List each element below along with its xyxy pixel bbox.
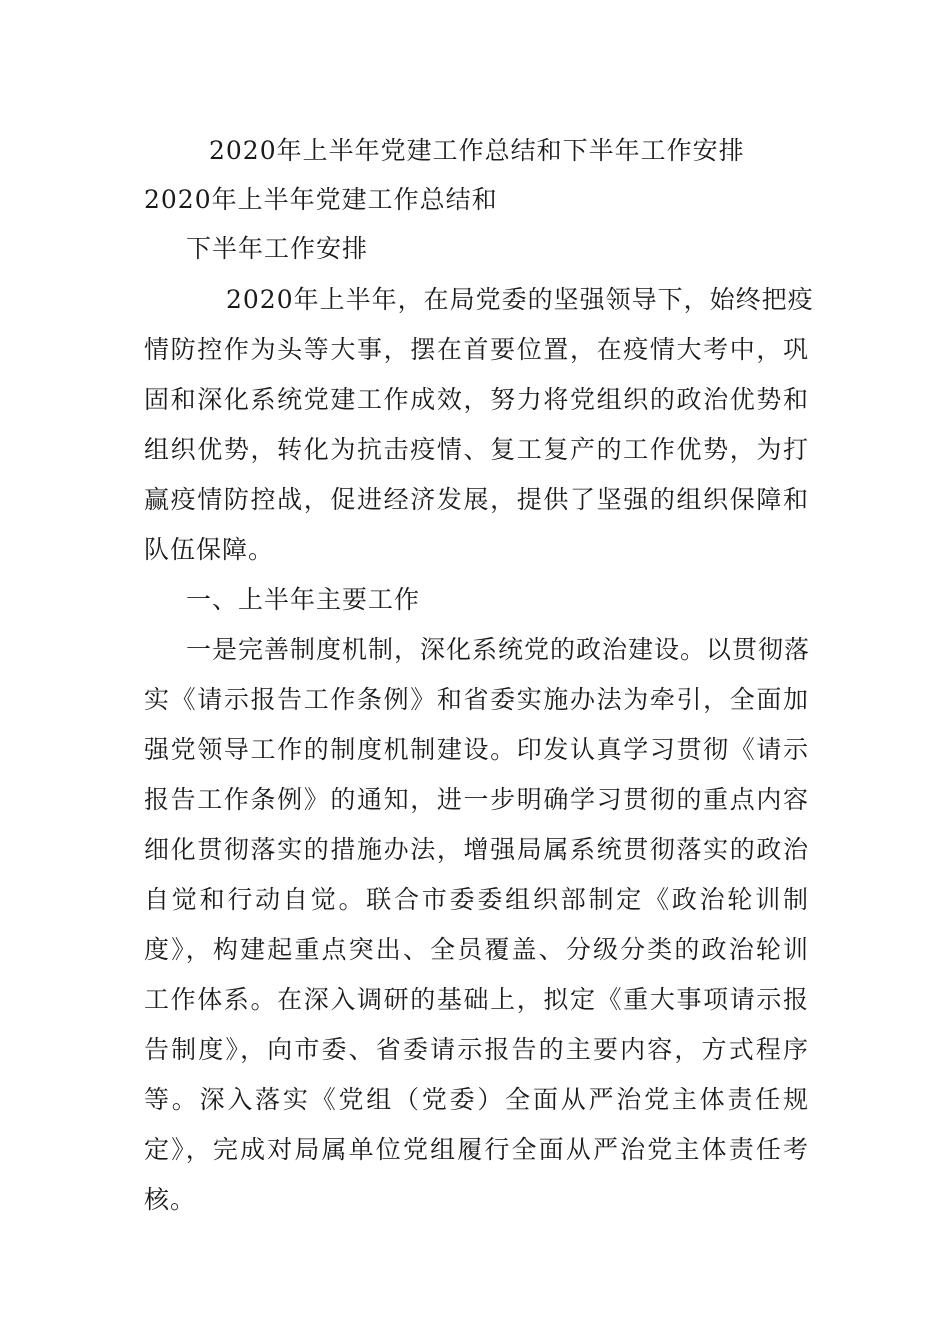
document-subtitle-line-2: 下半年工作安排: [186, 234, 369, 263]
section-paragraph-line: 实《请示报告工作条例》和省委实施办法为牵引，全面加: [144, 685, 809, 714]
document-subtitle-line-1: 2020年上半年党建工作总结和: [144, 185, 498, 214]
section-paragraph-line: 自觉和行动自觉。联合市委委组织部制定《政治轮训制: [144, 885, 809, 914]
section-paragraph-line: 度》，构建起重点突出、全员覆盖、分级分类的政治轮训: [144, 935, 809, 964]
section-paragraph-line: 核。: [144, 1185, 197, 1214]
intro-paragraph-line: 固和深化系统党建工作成效，努力将党组织的政治优势和: [144, 385, 809, 414]
section-heading: 一、上半年主要工作: [186, 585, 421, 614]
intro-paragraph-line: 组织优势，转化为抗击疫情、复工复产的工作优势，为打: [144, 435, 809, 464]
section-paragraph-line: 细化贯彻落实的措施办法，增强局属系统贯彻落实的政治: [144, 835, 809, 864]
intro-paragraph-line: 队伍保障。: [144, 535, 275, 564]
section-paragraph-line: 一是完善制度机制，深化系统党的政治建设。以贯彻落: [186, 635, 811, 664]
section-paragraph-line: 等。深入落实《党组（党委）全面从严治党主体责任规: [144, 1085, 809, 1114]
section-paragraph-line: 告制度》，向市委、省委请示报告的主要内容，方式程序: [144, 1035, 809, 1064]
intro-paragraph-line: 2020年上半年，在局党委的坚强领导下，始终把疫: [226, 285, 814, 314]
intro-paragraph-line: 情防控作为头等大事，摆在首要位置，在疫情大考中，巩: [144, 335, 809, 364]
section-paragraph-line: 定》，完成对局属单位党组履行全面从严治党主体责任考: [144, 1135, 809, 1164]
section-paragraph-line: 报告工作条例》的通知，进一步明确学习贯彻的重点内容: [144, 785, 809, 814]
intro-paragraph-line: 赢疫情防控战，促进经济发展，提供了坚强的组织保障和: [144, 485, 809, 514]
document-title: 2020年上半年党建工作总结和下半年工作安排: [209, 136, 745, 165]
section-paragraph-line: 强党领导工作的制度机制建设。印发认真学习贯彻《请示: [144, 735, 809, 764]
section-paragraph-line: 工作体系。在深入调研的基础上，拟定《重大事项请示报: [144, 985, 809, 1014]
